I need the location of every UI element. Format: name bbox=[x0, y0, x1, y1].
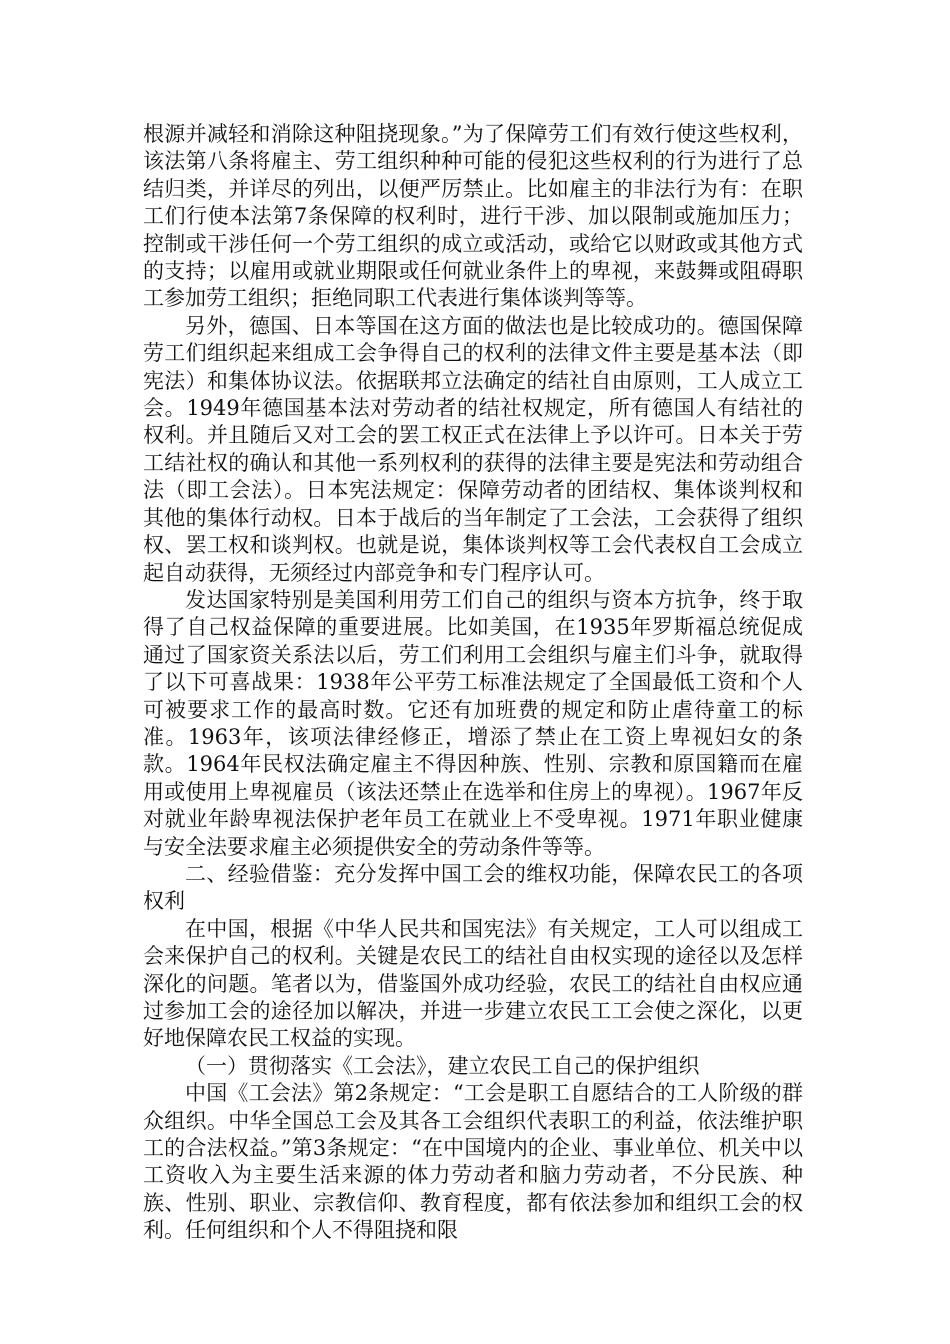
paragraph-4: 在中国，根据《中华人民共和国宪法》有关规定，工人可以组成工会来保护自己的权利。关键是农民工的结社自由权实现的途径以及怎样深化的问题。笔者以为，借鉴国外成功经验，农民工的结社自由权应通过参加工会的途径加以解决，并进一步建立农民工工会使之深化，以更好地保障农民工权益的实现。 bbox=[143, 916, 803, 1051]
paragraph-2: 另外，德国、日本等国在这方面的做法也是比较成功的。德国保障劳工们组织起来组成工会争得自己的权利的法律文件主要是基本法（即宪法）和集体协议法。依据联邦立法确定的结社自由原则，工人成立工会。1949年德国基本法对劳动者的结社权规定，所有德国人有结社的权利。并且随后又对工会的罢工权正式在法律上予以许可。日本关于劳工结社权的确认和其他一系列权利的获得的法律主要是宪法和劳动组合法（即工会法）。日本宪法规定：保障劳动者的团结权、集体谈判权和其他的集体行动权。日本于战后的当年制定了工会法，工会获得了组织权、罢工权和谈判权。也就是说，集体谈判权等工会代表权自工会成立起自动获得，无须经过内部竞争和专门程序认可。 bbox=[143, 313, 803, 585]
subsection-heading-1: （一）贯彻落实《工会法》，建立农民工自己的保护组织 bbox=[185, 1053, 700, 1078]
section-heading-2: 二、经验借鉴：充分发挥中国工会的维权功能，保障农民工的各项权利 bbox=[143, 861, 803, 914]
document-body bbox=[143, 121, 803, 1245]
paragraph-5: 中国《工会法》第2条规定：“工会是职工自愿结合的工人阶级的群众组织。中华全国总工会及其各工会组织代表职工的利益，依法维护职工的合法权益。”第3条规定：“在中国境内的企业、事业单位、机关中以工资收入为主要生活来源的体力劳动者和脑力劳动者，不分民族、种族、性别、职业、宗教信仰、教育程度，都有依法参加和组织工会的权利。任何组织和个人不得阻挠和限 bbox=[143, 1081, 803, 1243]
paragraph-3: 发达国家特别是美国利用劳工们自己的组织与资本方抗争，终于取得了自己权益保障的重要进展。比如美国，在1935年罗斯福总统促成通过了国家资关系法以后，劳工们利用工会组织与雇主们斗争，就取得了以下可喜战果：1938年公平劳工标准法规定了全国最低工资和个人可被要求工作的最高时数。它还有加班费的规定和防止虐待童工的标准。1963年，该项法律经修正，增添了禁止在工资上卑视妇女的条款。1964年民权法确定雇主不得因种族、性别、宗教和原国籍而在雇用或使用上卑视雇员（该法还禁止在选举和住房上的卑视）。1967年反对就业年龄卑视法保护老年员工在就业上不受卑视。1971年职业健康与安全法要求雇主必须提供安全的劳动条件等等。 bbox=[143, 587, 803, 859]
paragraph-1: 根源并减轻和消除这种阻挠现象。”为了保障劳工们有效行使这些权利，该法第八条将雇主、劳工组织种种可能的侵犯这些权利的行为进行了总结归类，并详尽的列出，以便严厉禁止。比如雇主的非法行为有：在职工们行使本法第7条保障的权利时，进行干涉、加以限制或施加压力；控制或干涉任何一个劳工组织的成立或活动，或给它以财政或其他方式的支持；以雇用或就业期限或任何就业条件上的卑视，来鼓舞或阻碍职工参加劳工组织；拒绝同职工代表进行集体谈判等等。 bbox=[143, 122, 803, 311]
